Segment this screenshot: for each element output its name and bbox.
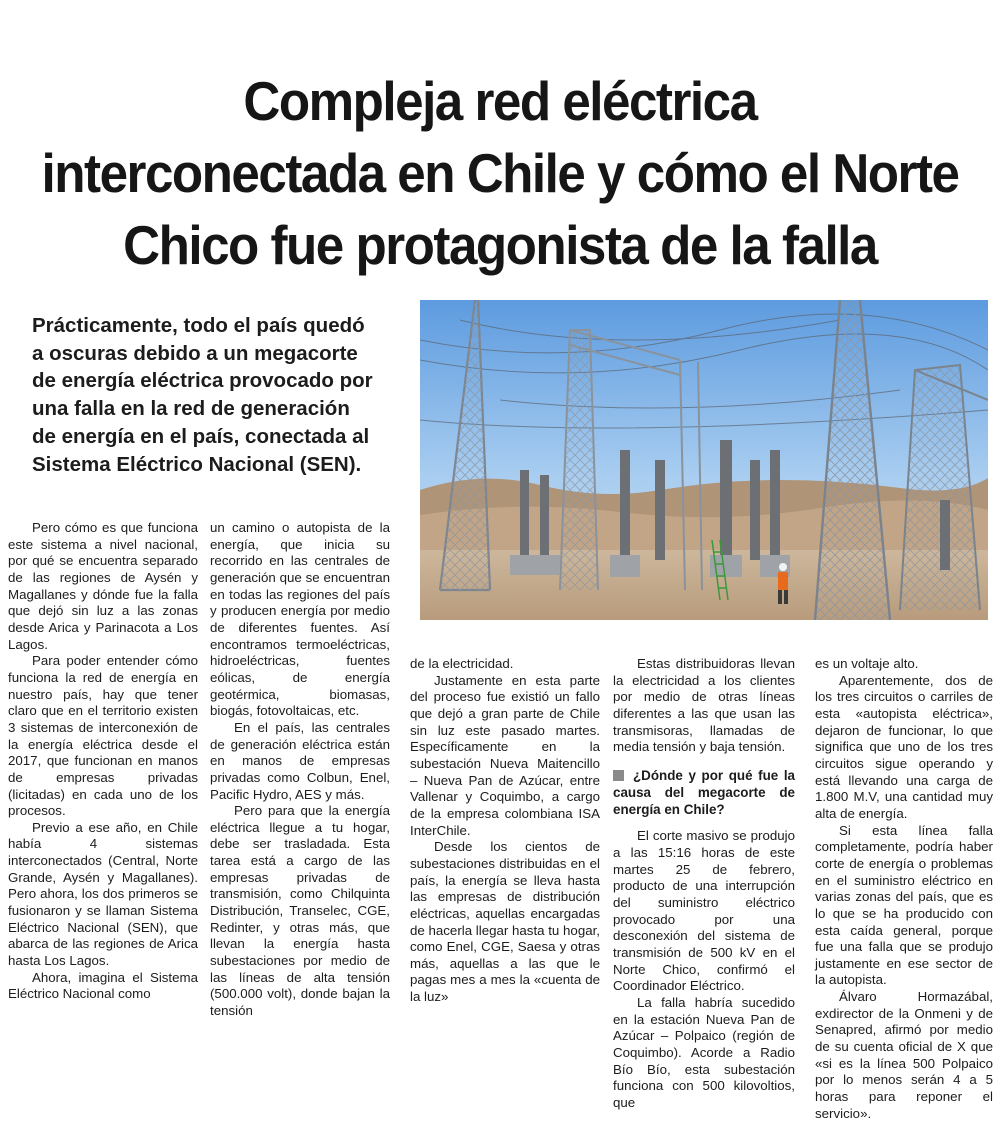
paragraph: El corte masivo se produjo a las 15:16 horas de este martes 25 de febrero, producto de una interrupción del suministro eléctrico provocado por una desconexión del sistema de transmisión de 500 kV en el Norte Chico, confirmó el Coordinador Eléctrico. — [613, 828, 795, 994]
paragraph: Álvaro Hormazábal, exdirector de la Onmeni y de Senapred, afirmó por medio de su cuenta oficial de X que «si es la línea 500 Polpaico por lo menos serán 4 a 5 horas para reponer el servicio». — [815, 989, 993, 1121]
paragraph: Previo a ese año, en Chile había 4 sistemas interconectados (Central, Norte Grande, Aysén y Magallanes). Pero ahora, los dos primeros se fusionaron y se llaman Sistema Eléctrico Nacional (SEN), que abarca de las regiones de Arica hasta Los Lagos. — [8, 819, 198, 969]
paragraph: Pero cómo es que funciona este sistema a nivel nacional, por qué se encuentra separado de las regiones de Aysén y Magallanes y dónde fue la falla que dejó sin luz a las zonas desde Arica y Parinacota a Los Lagos. — [8, 520, 198, 652]
paragraph: En el país, las centrales de generación eléctrica están en manos de empresas privadas como Colbun, Enel, Pacific Hydro, AES y más. — [210, 719, 390, 802]
paragraph: Estas distribuidoras llevan la electricidad a los clientes por medio de otras líneas diferentes a las que usan las transmisoras, llamadas de media tensión y baja tensión. — [613, 656, 795, 755]
paragraph: Justamente en esta parte del proceso fue existió un fallo que dejó a gran parte de Chile sin luz este pasado martes. Específicamente en la subestación Nueva Maitencillo – Nueva Pan de Azúcar, entre Vallenar y Coquimbo, a cargo de la empresa colombiana ISA InterChile. — [410, 672, 600, 838]
lead-line: de energía en el país, conectada al — [32, 424, 370, 448]
column-4 — [613, 656, 795, 1111]
subheading-text: ¿Dónde y por qué fue la causa del megacorte de energía en Chile? — [613, 767, 795, 817]
lead-line: una falla en la red de generación — [32, 397, 350, 421]
column-2 — [210, 520, 390, 1020]
paragraph: Ahora, imagina el Sistema Eléctrico Nacional como — [8, 969, 198, 1002]
lead-line: de energía eléctrica provocado por — [32, 369, 373, 393]
power-substation-photo — [420, 300, 988, 620]
headline-line: Compleja red eléctrica — [243, 69, 757, 132]
headline — [35, 65, 965, 281]
lead-line: Sistema Eléctrico Nacional (SEN). — [32, 452, 362, 476]
square-bullet-icon — [613, 770, 624, 781]
headline-line: Chico fue protagonista de la falla — [123, 213, 877, 276]
column-1 — [8, 520, 198, 1003]
paragraph: Desde los cientos de subestaciones distribuidas en el país, la energía se lleva hasta las empresas de distribución eléctricas, aquellas encargadas de hacerla llegar hasta tu hogar, como Enel, CGE, Saesa y otras más, aquellas a las que le pagas mes a mes la «cuenta de la luz» — [410, 839, 600, 1005]
lead-line: Prácticamente, todo el país quedó — [32, 314, 365, 337]
lead-paragraph — [32, 312, 404, 478]
paragraph: un camino o autopista de la energía, que inicia su recorrido en las centrales de generación que se encuentran en todas las regiones del país y producen energía por medio de diferentes fuentes. Así encontramos termoeléctricas, hidroeléctricas, fuentes eólicas, de energía geotérmica, biomasas, biogás, fotovoltaicas, etc. — [210, 520, 390, 719]
lead-line: a oscuras debido a un megacorte — [32, 341, 358, 365]
column-3 — [410, 656, 600, 1006]
paragraph: Si esta línea falla completamente, podría haber corte de energía o problemas en el suministro eléctrico en varias zonas del país, que es lo que se ha producido con esta caída general, porque fue una falla que se produjo justamente en ese sector de la autopista. — [815, 822, 993, 988]
paragraph: Aparentemente, dos de los tres circuitos o carriles de esta «autopista eléctrica», dejaron de funcionar, lo que significa que uno de los tres circuitos sigue operando y está llevando una carga de 1.800 M.V, una cantidad muy alta de energía. — [815, 672, 993, 821]
section-subheading — [613, 768, 795, 818]
paragraph: es un voltaje alto. — [815, 656, 919, 671]
headline-line: interconectada en Chile y cómo el Norte — [41, 141, 959, 204]
paragraph: de la electricidad. — [410, 656, 514, 671]
paragraph: La falla habría sucedido en la estación Nueva Pan de Azúcar – Polpaico (región de Coquimbo). Acorde a Radio Bío Bío, esta subestación funciona con 500 kilovoltios, que — [613, 994, 795, 1110]
paragraph: Para poder entender cómo funciona la red de energía en nuestro país, hay que tener claro que en el territorio existen 3 sistemas de interconexión de la energía eléctrica desde el 2017, que funcionan en manos de empresas privadas (licitadas) en cada uno de los procesos. — [8, 653, 198, 819]
paragraph: Pero para que la energía eléctrica llegue a tu hogar, debe ser trasladada. Esta tarea está a cargo de las empresas privadas de transmisión, como Chilquinta Distribución, Transelec, CGE, Redinter, y otras más, que llevan la energía hasta subestaciones por medio de las líneas de alta tensión (500.000 volt), donde bajan la tensión — [210, 803, 390, 1019]
column-5 — [815, 656, 993, 1122]
